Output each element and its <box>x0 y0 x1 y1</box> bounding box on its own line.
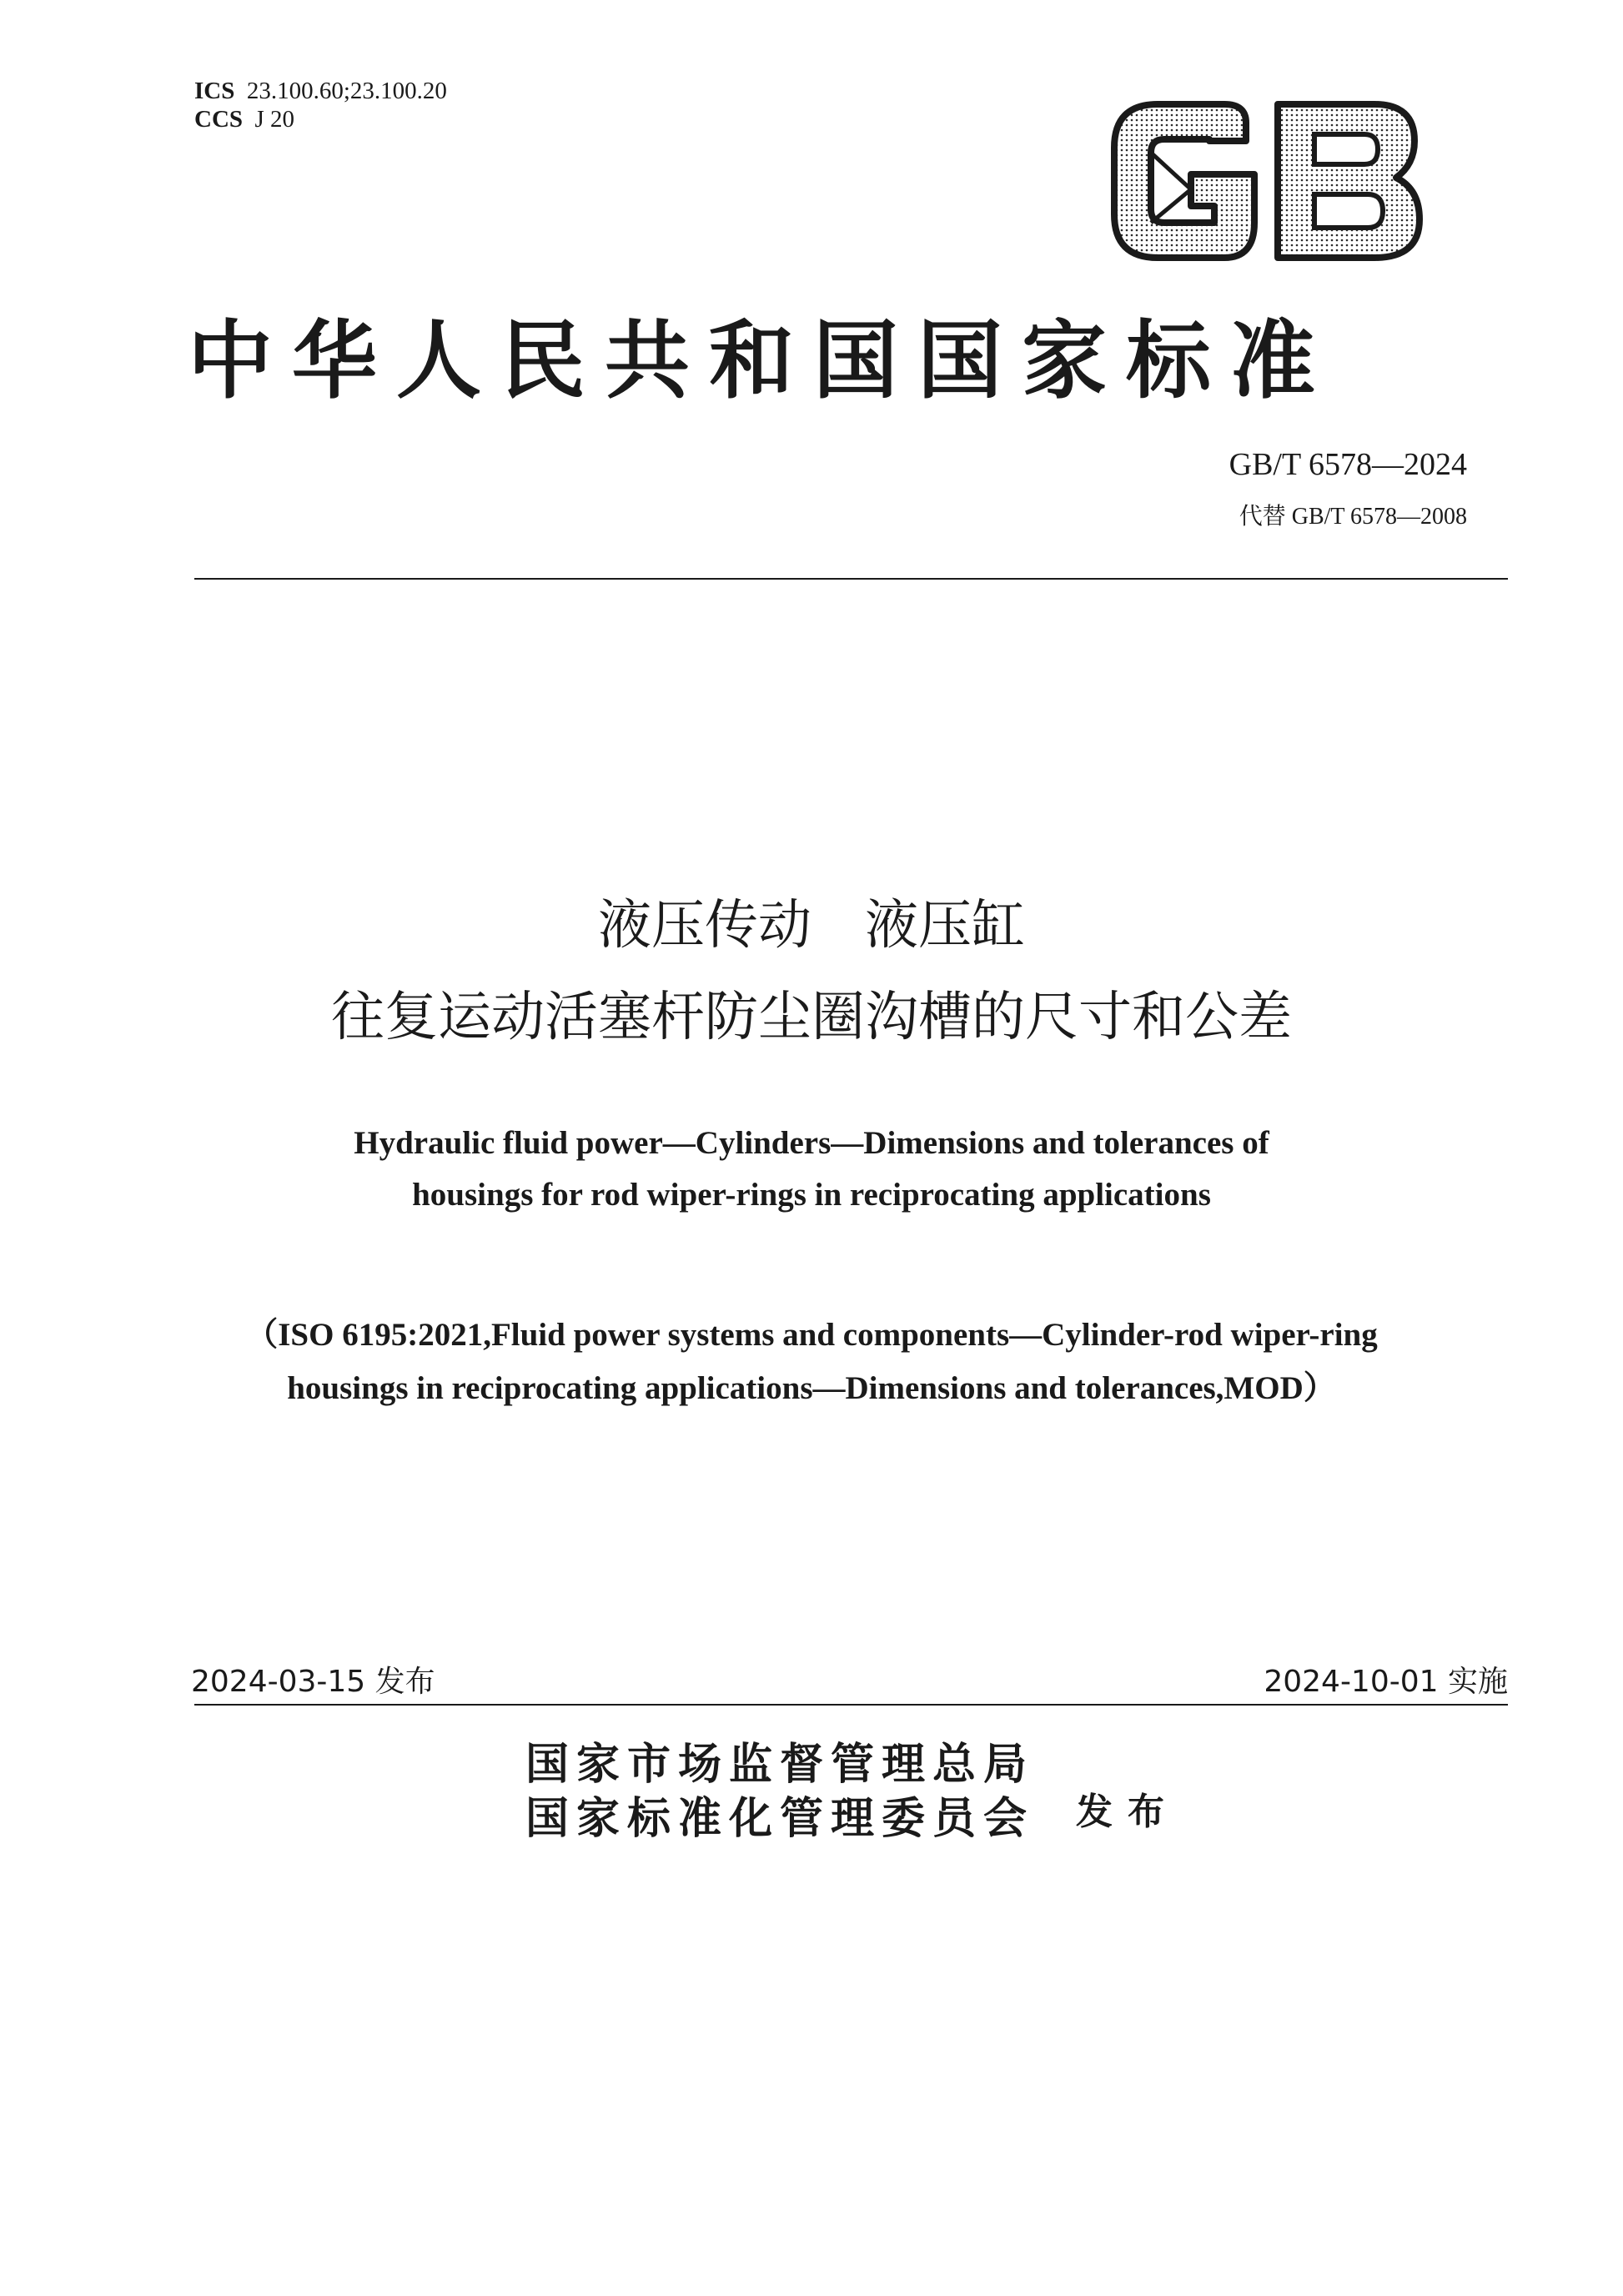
national-standard-title: 中华人民共和国国家标准 <box>188 311 1334 411</box>
title-cn-line2: 往复运动活塞杆防尘圈沟槽的尺寸和公差 <box>331 987 1292 1048</box>
title-en-line2: housings for rod wiper-rings in reciprocating applications <box>412 1177 1211 1213</box>
iso-reference-line1: （ISO 6195:2021,Fluid power systems and components—Cylinder-rod wiper-ring <box>245 1317 1378 1353</box>
ccs-value: J 20 <box>254 106 295 133</box>
header-divider <box>194 578 1508 580</box>
issuer-samr: 国家市场监督管理总局 <box>525 1739 1035 1790</box>
ics-label: ICS <box>194 78 235 104</box>
ccs-label: CCS <box>194 106 244 133</box>
issue-label: 发布 <box>1076 1791 1179 1833</box>
implementation-date: 2024-10-01 实施 <box>1264 1665 1508 1699</box>
replaces-standard: 代替 GB/T 6578—2008 <box>1239 504 1467 530</box>
iso-reference-line2: housings in reciprocating applications—Dimensions and tolerances,MOD） <box>287 1370 1336 1406</box>
footer-divider <box>194 1704 1508 1706</box>
standard-number: GB/T 6578—2024 <box>1229 447 1467 482</box>
ics-code <box>194 77 447 105</box>
publication-date: 2024-03-15 发布 <box>191 1665 435 1699</box>
ics-value: 23.100.60;23.100.20 <box>246 78 447 104</box>
title-en-line1: Hydraulic fluid power—Cylinders—Dimensions and tolerances of <box>354 1125 1269 1161</box>
title-cn-line1: 液压传动 液压缸 <box>598 895 1025 957</box>
gb-logo-icon <box>1099 98 1428 264</box>
issuer-sac: 国家标准化管理委员会 <box>525 1793 1035 1844</box>
ccs-code <box>194 105 294 133</box>
